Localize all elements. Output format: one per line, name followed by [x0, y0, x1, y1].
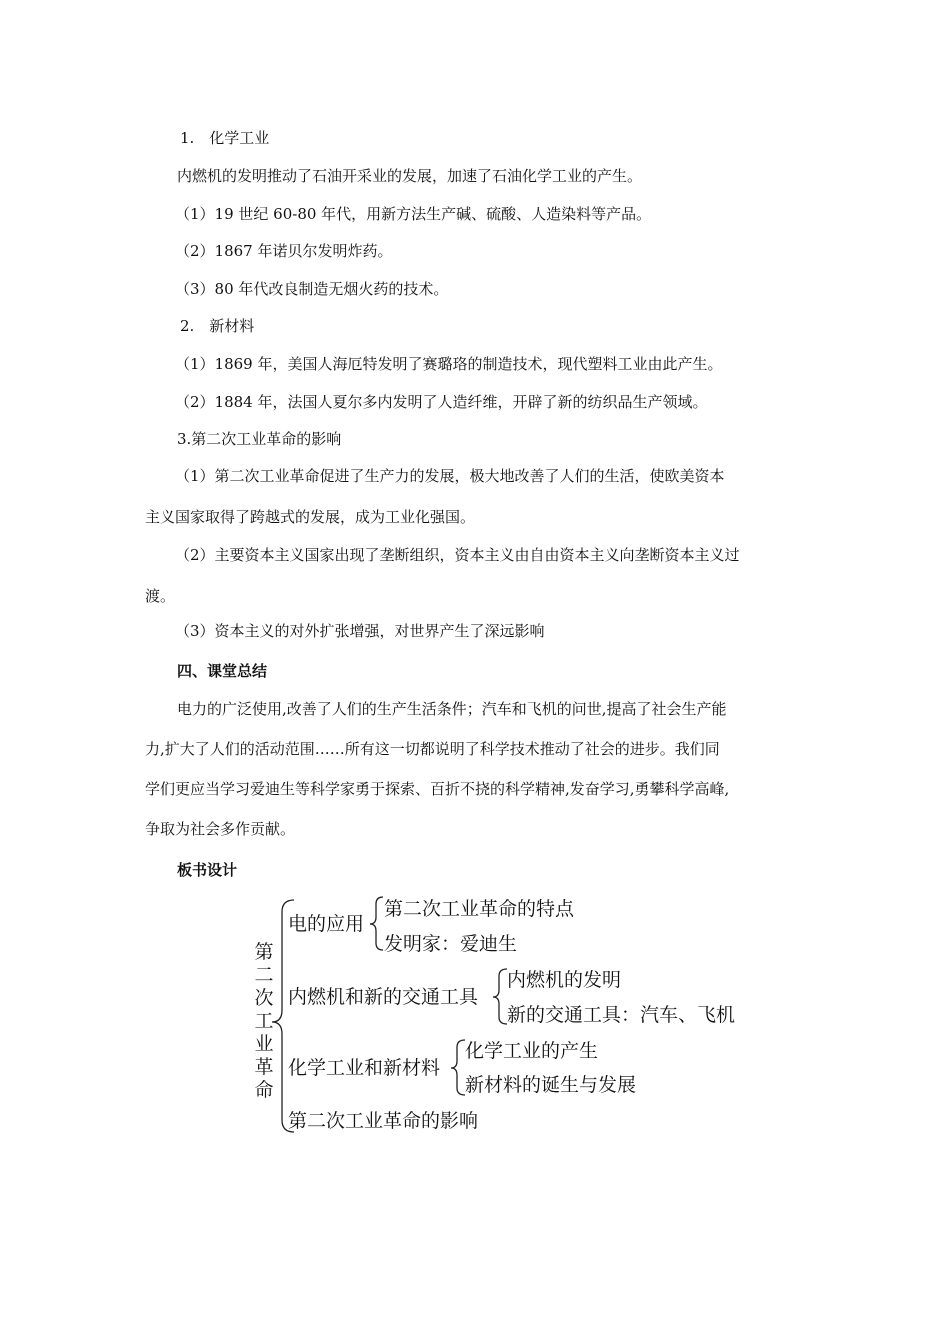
- board-item-chemical-origin: 化学工业的产生: [465, 1040, 599, 1062]
- summary-line-3: 学们更应当学习爱迪生等科学家勇于探索、百折不挠的科学精神,发奋学习,勇攀科学高峰,: [145, 780, 730, 798]
- summary-line-2: 力,扩大了人们的活动范围……所有这一切都说明了科学技术推动了社会的进步。我们同: [145, 740, 720, 758]
- board-root-char: 二: [254, 964, 274, 986]
- impact-item-3: （3）资本主义的对外扩张增强，对世界产生了深远影响: [175, 622, 545, 640]
- bracket-chemical: [451, 1040, 465, 1095]
- chem-intro: 内燃机的发明推动了石油开采业的发展，加速了石油化学工业的产生。: [177, 167, 643, 185]
- board-item-engine-invention: 内燃机的发明: [507, 969, 622, 991]
- board-root-char: 工: [254, 1010, 274, 1032]
- impact-heading: 3.第二次工业革命的影响: [177, 430, 342, 448]
- material-heading: 2. 新材料: [180, 317, 255, 335]
- board-branch-electricity: 电的应用: [288, 913, 365, 935]
- board-item-inventor: 发明家：爱迪生: [384, 933, 518, 955]
- board-root-char: 第: [254, 941, 274, 963]
- board-heading: 板书设计: [177, 861, 238, 879]
- impact-item-1-line-1: （1）第二次工业革命促进了生产力的发展，极大地改善了人们的生活，使欧美资本: [175, 467, 725, 485]
- board-branch-impact: 第二次工业革命的影响: [288, 1110, 479, 1132]
- board-root: [252, 941, 276, 1102]
- chem-heading: 1. 化学工业: [180, 129, 270, 147]
- board-root-char: 业: [254, 1033, 274, 1055]
- summary-heading: 四、课堂总结: [177, 662, 268, 680]
- chem-item-1: （1）19 世纪 60-80 年代，用新方法生产碱、硫酸、人造染料等产品。: [175, 205, 652, 223]
- chem-item-3: （3）80 年代改良制造无烟火药的技术。: [175, 280, 449, 298]
- material-item-1: （1）1869 年，美国人海厄特发明了赛璐珞的制造技术，现代塑料工业由此产生。: [175, 355, 723, 373]
- board-item-transport: 新的交通工具：汽车、飞机: [507, 1004, 736, 1026]
- bracket-electricity: [370, 897, 383, 950]
- board-branch-engine: 内燃机和新的交通工具: [288, 986, 479, 1008]
- chem-item-2: （2）1867 年诺贝尔发明炸药。: [175, 242, 393, 260]
- board-root-char: 命: [254, 1079, 274, 1101]
- bracket-engine: [493, 969, 507, 1024]
- material-item-2: （2）1884 年，法国人夏尔多内发明了人造纤维，开辟了新的纺织品生产领域。: [175, 393, 708, 411]
- impact-item-1-line-2: 主义国家取得了跨越式的发展，成为工业化强国。: [145, 508, 476, 526]
- board-root-char: 次: [254, 987, 274, 1009]
- board-item-new-materials: 新材料的诞生与发展: [465, 1074, 637, 1096]
- board-branch-chemical: 化学工业和新材料: [288, 1057, 441, 1079]
- summary-line-1: 电力的广泛使用,改善了人们的生产生活条件；汽车和飞机的问世,提高了社会生产能: [177, 700, 727, 718]
- impact-item-2-line-1: （2）主要资本主义国家出现了垄断组织，资本主义由自由资本主义向垄断资本主义过: [175, 546, 740, 564]
- board-root-char: 革: [254, 1056, 274, 1078]
- summary-line-4: 争取为社会多作贡献。: [145, 820, 296, 838]
- board-item-features: 第二次工业革命的特点: [384, 898, 575, 920]
- impact-item-2-line-2: 渡。: [145, 587, 176, 605]
